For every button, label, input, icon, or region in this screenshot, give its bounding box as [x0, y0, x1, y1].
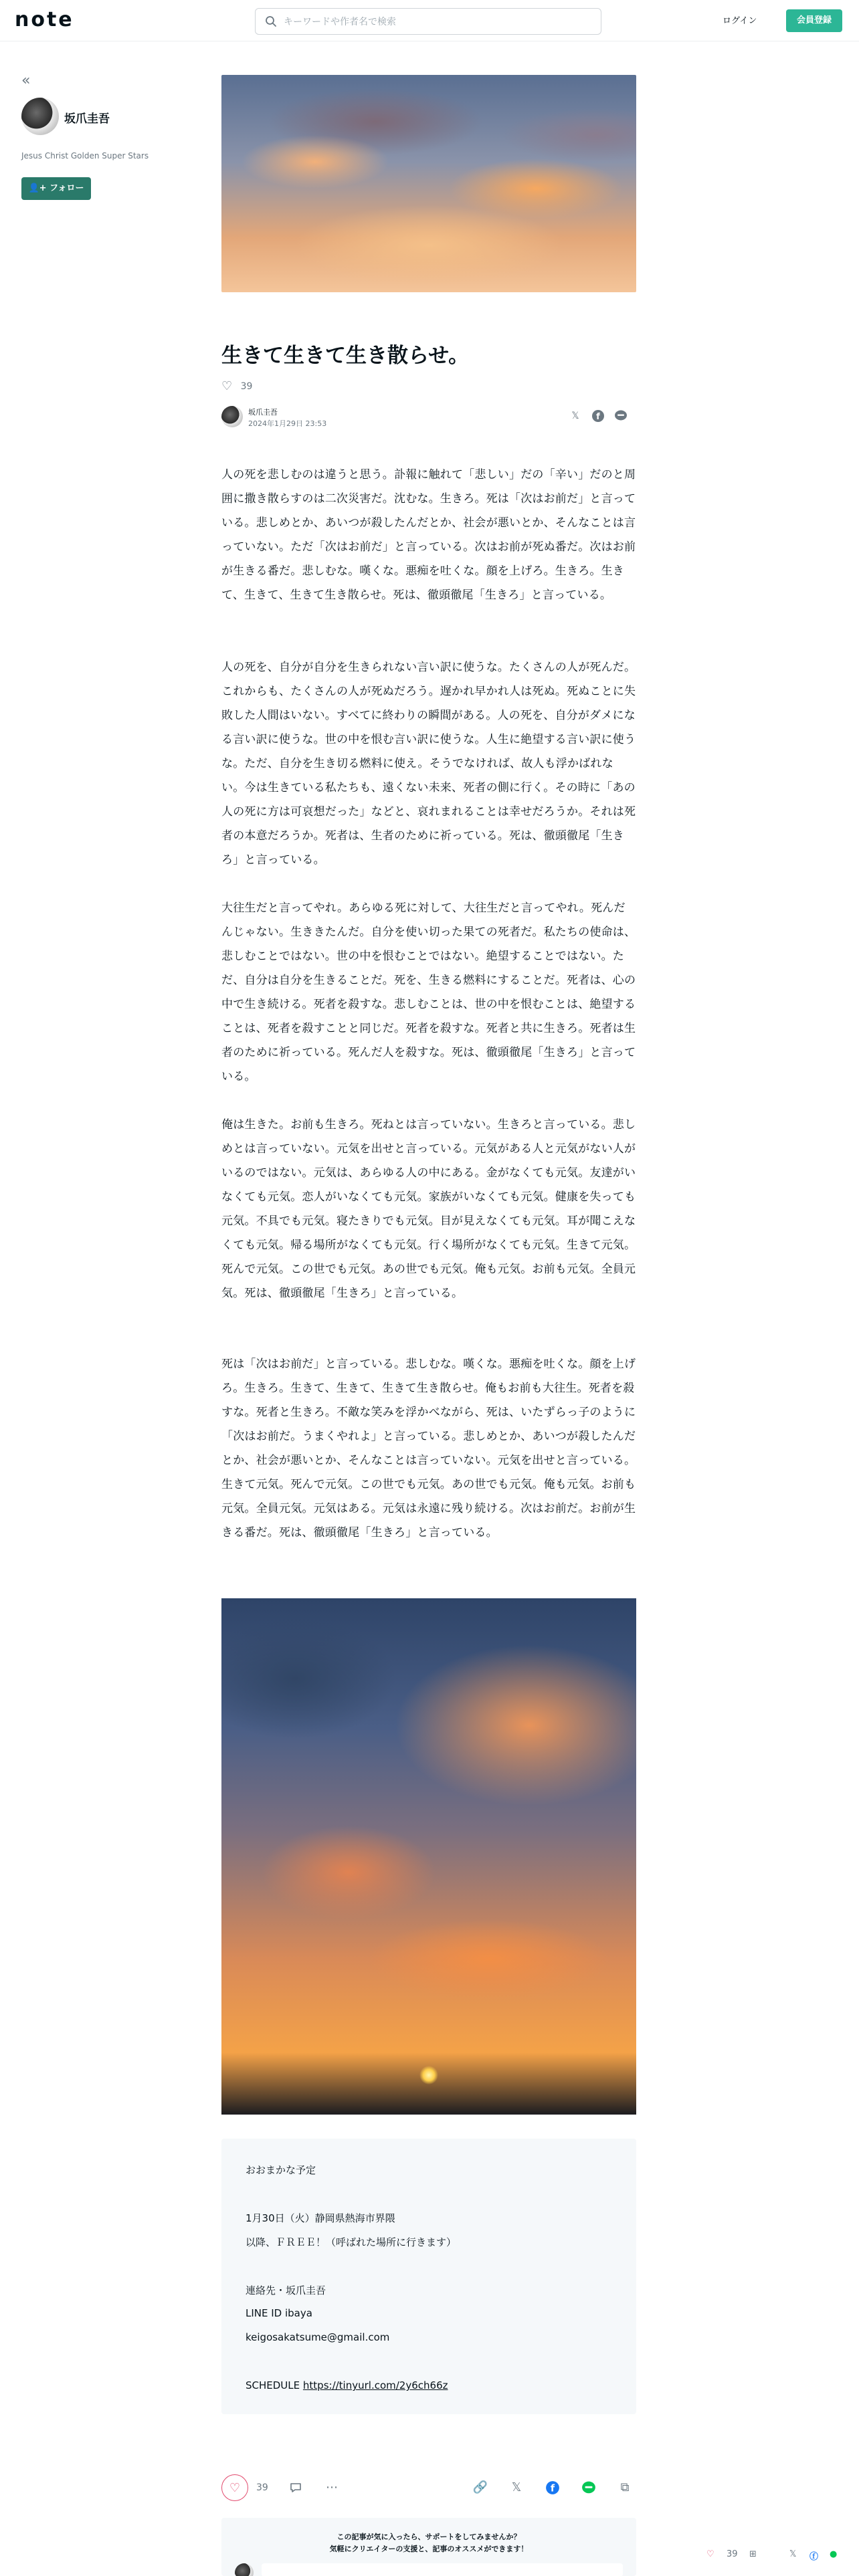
note-logo[interactable]: note — [15, 8, 74, 31]
line-id: LINE ID ibaya — [246, 2307, 312, 2319]
support-author-avatar — [235, 2563, 254, 2576]
author-avatar-small[interactable] — [221, 406, 243, 427]
email-address: keigosakatsume@gmail.com — [246, 2331, 390, 2343]
article-paragraph-2: 人の死を、自分が自分を生きられない言い訳に使うな。たくさんの人が死んだ。これからも、たくさんの人が死ぬだろう。遅かれ早かれ人は死ぬ。死ぬことに失敗した人間はいない。すべてに終わりの瞬間がある。人の死を、自分がダメになる言い訳に使うな。世の中を恨む言い訳に使うな。人生に絶望する言い訳に使うな。ただ、自分を生き切る燃料に使え。そうでなければ、故人も浮かばれない。今は生きている私たちも、遠くない未来、死者の側に行く。その時に「あの人の死に方は可哀想だった」などと、哀れまれることは幸せだろうか。それは死者の本意だろうか。死者は、生者のために祈っている。死は、徹頭徹尾「生きろ」と言っている。 — [221, 661, 636, 867]
article-title: 生きて生きて生き散らせ。 — [221, 344, 470, 368]
svg-text:f: f — [596, 412, 600, 422]
like-count: 39 — [240, 381, 253, 392]
schedule-line-1: 1月30日（火）静岡県熱海市界隈 — [246, 2212, 395, 2224]
support-message-field[interactable] — [262, 2563, 623, 2576]
x-share-bottom-icon[interactable]: 𝕏 — [511, 2480, 522, 2494]
line-share-bottom-icon[interactable] — [579, 2474, 599, 2501]
header-image — [221, 75, 636, 292]
floating-like-count: 39 — [727, 2549, 738, 2559]
schedule-link-row — [246, 2379, 448, 2391]
sidebar-author-bio: Jesus Christ Golden Super Stars — [21, 151, 149, 160]
schedule-notice-box — [221, 2139, 636, 2414]
floating-magazine-icon[interactable]: ⊞ — [749, 2549, 757, 2559]
embed-icon[interactable]: ⧉ — [620, 2480, 630, 2494]
article-paragraph-1: 人の死を悲しむのは違うと思う。訃報に触れて「悲しい」だの「辛い」だのと周囲に撒き散らすのは二次災害だ。沈むな。生きろ。死は「次はお前だ」と言っている。悲しめとか、あいつが殺したんだとか、社会が悪いとか、そんなことは言っていない。ただ「次はお前だ」と言っている。次はお前が死ぬ番だ。次はお前が生きる番だ。悲しむな。嘆くな。悪痴を吐くな。顔を上げろ。生きろ。生きて、生きて、生きて生き散らせ。死は、徹頭徹尾「生きろ」と言っている。 — [221, 468, 636, 602]
search-box[interactable] — [255, 8, 601, 35]
post-date: 2024年1月29日 23:53 — [248, 419, 327, 428]
support-heading: この記事が気に入ったら、サポートをしてみませんか？ — [337, 2533, 521, 2541]
contact-label: 連絡先・坂爪圭吾 — [246, 2284, 326, 2296]
support-box — [221, 2518, 636, 2576]
search-icon — [265, 15, 277, 27]
facebook-share-bottom-icon[interactable] — [543, 2474, 563, 2501]
floating-heart-icon[interactable]: ♡ — [706, 2549, 714, 2559]
follow-label: フォロー — [50, 183, 84, 193]
schedule-line-2: 以降、ＦＲＥＥ！（呼ばれた場所に行きます） — [246, 2236, 457, 2248]
comment-icon[interactable] — [286, 2474, 306, 2501]
author-avatar[interactable] — [21, 98, 59, 135]
more-options-icon[interactable]: ⋯ — [326, 2480, 338, 2494]
floating-x-icon[interactable]: 𝕏 — [789, 2549, 797, 2559]
svg-text:f: f — [550, 2483, 555, 2494]
sunset-photo — [221, 1598, 636, 2115]
heart-icon: ♡ — [221, 379, 233, 393]
support-subheading: 気軽にクリエイターの支援と、記事のオススメができます！ — [329, 2545, 529, 2553]
like-summary[interactable] — [221, 379, 252, 393]
facebook-share-icon[interactable] — [591, 409, 605, 423]
follow-button[interactable] — [21, 177, 91, 200]
login-link[interactable]: ログイン — [723, 16, 757, 26]
schedule-link[interactable]: https://tinyurl.com/2y6ch66z — [302, 2379, 448, 2391]
signup-button[interactable]: 会員登録 — [786, 9, 842, 32]
copy-link-icon[interactable]: 🔗 — [472, 2480, 488, 2494]
article-paragraph-3: 大往生だと言ってやれ。あらゆる死に対して、大往生だと言ってやれ。死んだんじゃない。生ききたんだ。自分を使い切った果ての死者だ。私たちの使命は、悲しむことではない。世の中を恨むことではない。絶望することではない。ただ、自分は自分を生きることだ。死を、生きる燃料にすることだ。死者は、心の中で生き続ける。死者を殺すな。悲しむことは、世の中を恨むことは、絶望することは、死者を殺すことと同じだ。死者を殺すな。死者と共に生きろ。死者は生者のために祈っている。死んだ人を殺すな。死は、徹頭徹尾「生きろ」と言っている。 — [221, 901, 636, 1083]
floating-facebook-icon[interactable]: ⓕ — [809, 2552, 819, 2562]
schedule-label: SCHEDULE — [246, 2379, 300, 2391]
search-input[interactable] — [284, 14, 591, 30]
line-share-icon[interactable] — [614, 409, 628, 423]
like-button-heart-icon[interactable]: ♡ — [221, 2474, 248, 2501]
bottom-like-count: 39 — [256, 2482, 268, 2493]
x-share-icon[interactable]: 𝕏 — [571, 411, 579, 421]
author-name[interactable]: 坂爪圭吾 — [248, 408, 278, 417]
article-paragraph-4: 俺は生きた。お前も生きろ。死ねとは言っていない。生きろと言っている。悲しめとは言っていない。元気を出せと言っている。元気がある人と元気がない人がいるのではない。元気は、あらゆる人の中にある。金がなくても元気。友達がいなくても元気。恋人がいなくても元気。家族がいなくても元気。健康を失っても元気。不具でも元気。寝たきりでも元気。目が見えなくても元気。耳が聞こえなくても元気。帰る場所がなくても元気。行く場所がなくても元気。生きて元気。死んで元気。この世でも元気。あの世でも元気。俺も元気。お前も元気。全員元気。死は、徹頭徹尾「生きろ」と言っている。 — [221, 1118, 636, 1300]
article-paragraph-5: 死は「次はお前だ」と言っている。悲しむな。嘆くな。悪痴を吐くな。顔を上げろ。生きろ。生きて、生きて、生きて生き散らせ。俺もお前も大往生。死者を殺すな。死者と生きろ。不敵な笑みを浮かべながら、死は、いたずらっ子のように「次はお前だ。うまくやれよ」と言っている。悲しめとか、あいつが殺したんだとか、社会が悪いとか、そんなことは言っていない。元気を出せと言っている。生きて元気。死んで元気。この世でも元気。あの世でも元気。俺も元気。お前も元気。全員元気。元気はある。元気は永遠に残り続ける。次はお前だ。お前が生きる番だ。死は、徹頭徹尾「生きろ」と言っている。 — [221, 1358, 636, 1539]
floating-action-bar — [702, 2547, 859, 2565]
notice-heading: おおまかな予定 — [246, 2164, 316, 2176]
sidebar-author-name[interactable]: 坂爪圭吾 — [64, 112, 110, 126]
user-plus-icon: 👤+ — [28, 183, 47, 193]
floating-line-icon[interactable]: ● — [830, 2549, 838, 2559]
site-header — [0, 0, 859, 41]
collapse-sidebar-icon[interactable]: « — [21, 72, 31, 89]
article-action-bar — [221, 2474, 636, 2501]
